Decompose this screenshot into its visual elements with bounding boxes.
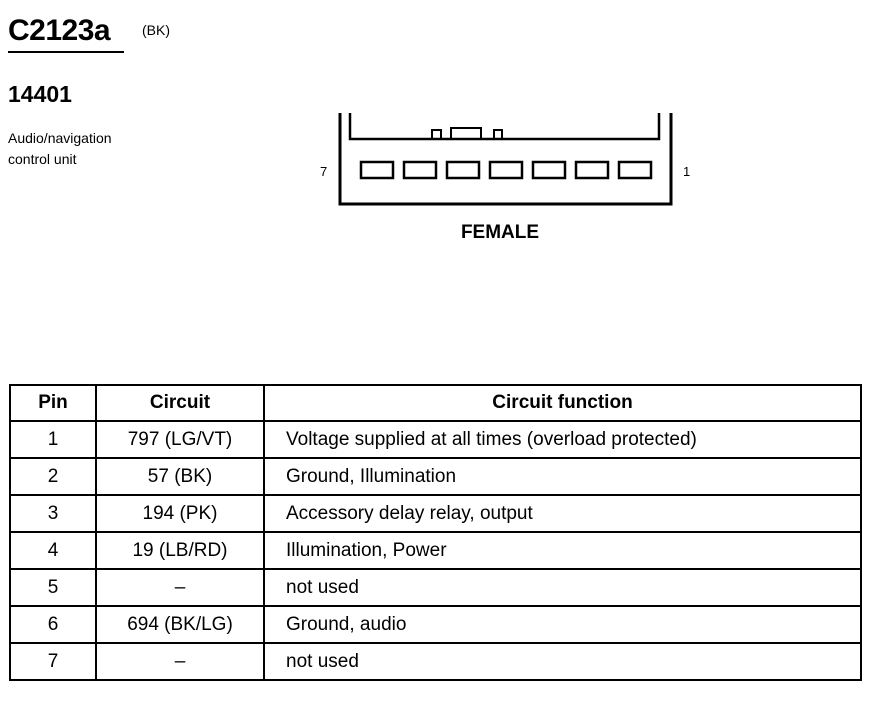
connector-inner-rim — [350, 113, 659, 139]
part-number: 14401 — [8, 81, 72, 107]
pin-cavity-5 — [447, 162, 479, 178]
key-right — [494, 130, 502, 139]
pin-cell: 5 — [10, 569, 96, 606]
pin-cell: 1 — [10, 421, 96, 458]
connector-id: C2123a — [8, 14, 111, 47]
component-name — [8, 128, 112, 170]
function-cell: Voltage supplied at all times (overload protected) — [264, 421, 861, 458]
pin-label-left: 7 — [320, 164, 328, 179]
pin-cavity-1 — [619, 162, 651, 178]
component-name-line2: control unit — [8, 151, 77, 167]
pin-cavity-4 — [490, 162, 522, 178]
circuit-cell: – — [96, 569, 264, 606]
pin-cavity-6 — [404, 162, 436, 178]
circuit-cell: 797 (LG/VT) — [96, 421, 264, 458]
table-row — [10, 643, 861, 680]
connector-gender-label: FEMALE — [460, 222, 540, 243]
pin-cavity-7 — [361, 162, 393, 178]
pin-cell: 2 — [10, 458, 96, 495]
circuit-cell: 57 (BK) — [96, 458, 264, 495]
function-cell: not used — [264, 569, 861, 606]
pinout-table — [9, 384, 862, 681]
connector-face-diagram — [310, 105, 710, 210]
pin-cell: 7 — [10, 643, 96, 680]
function-cell: Ground, audio — [264, 606, 861, 643]
circuit-cell: – — [96, 643, 264, 680]
key-center — [451, 128, 481, 139]
function-cell: Ground, Illumination — [264, 458, 861, 495]
header-circuit-function: Circuit function — [264, 385, 861, 421]
function-cell: Illumination, Power — [264, 532, 861, 569]
table-row — [10, 532, 861, 569]
table-row — [10, 569, 861, 606]
key-left — [432, 130, 441, 139]
circuit-cell: 19 (LB/RD) — [96, 532, 264, 569]
table-row — [10, 606, 861, 643]
pin-cavity-2 — [576, 162, 608, 178]
pin-label-right: 1 — [683, 164, 691, 179]
table-row — [10, 495, 861, 532]
table-row — [10, 421, 861, 458]
header-pin: Pin — [10, 385, 96, 421]
function-cell: not used — [264, 643, 861, 680]
table-header-row — [10, 385, 861, 421]
pin-cell: 3 — [10, 495, 96, 532]
component-name-line1: Audio/navigation — [8, 130, 112, 146]
connector-id-underline — [8, 51, 124, 53]
circuit-cell: 694 (BK/LG) — [96, 606, 264, 643]
function-cell: Accessory delay relay, output — [264, 495, 861, 532]
header-circuit: Circuit — [96, 385, 264, 421]
table-row — [10, 458, 861, 495]
connector-color: (BK) — [142, 22, 170, 38]
pin-cell: 6 — [10, 606, 96, 643]
pin-cavities — [361, 162, 651, 178]
pin-cell: 4 — [10, 532, 96, 569]
connector-keys — [432, 128, 502, 139]
pin-cavity-3 — [533, 162, 565, 178]
connector-housing — [340, 113, 671, 204]
circuit-cell: 194 (PK) — [96, 495, 264, 532]
